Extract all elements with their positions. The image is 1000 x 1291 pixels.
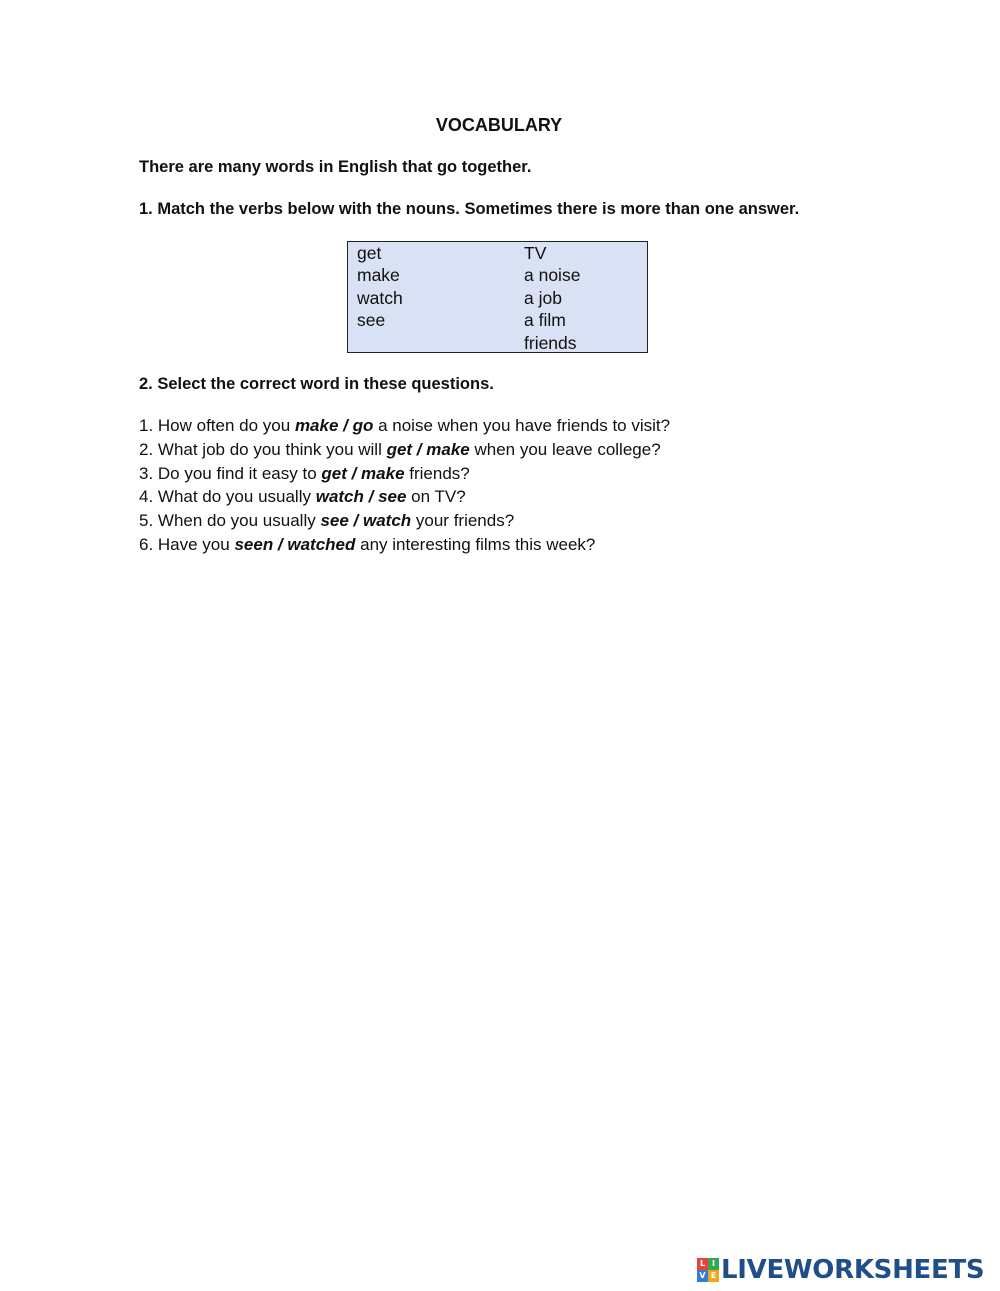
answer-options[interactable]: see / watch	[320, 511, 412, 531]
answer-options[interactable]: make / go	[294, 416, 374, 435]
verbs-column	[357, 242, 403, 332]
intro-text: There are many words in English that go together.	[139, 158, 532, 176]
verb-item: get	[357, 243, 382, 263]
question-item	[139, 462, 670, 486]
answer-options[interactable]: get / make	[386, 439, 470, 459]
noun-item: friends	[524, 332, 577, 353]
nouns-column	[524, 242, 580, 354]
logo-text: LIVEWORKSHEETS	[721, 1255, 985, 1285]
noun-item: TV	[524, 243, 547, 263]
question-text: on TV?	[406, 487, 466, 507]
logo-letter: V	[697, 1270, 708, 1282]
question-text: any interesting films this week?	[355, 534, 596, 554]
verb-item: see	[357, 310, 386, 331]
page-title: VOCABULARY	[435, 115, 563, 135]
logo-letter: E	[708, 1270, 719, 1282]
noun-item: a noise	[524, 265, 581, 286]
word-box	[347, 241, 648, 353]
question-text: 1. How often do you	[139, 416, 295, 435]
section2-heading: 2. Select the correct word in these questions.	[139, 375, 494, 393]
question-item	[139, 414, 670, 438]
noun-item: a job	[524, 287, 562, 308]
logo-letter: L	[697, 1258, 708, 1270]
question-item	[139, 533, 670, 557]
logo-mark-icon	[697, 1258, 719, 1282]
answer-options[interactable]: watch / see	[315, 487, 407, 507]
question-text: a noise when you have friends to visit?	[373, 416, 671, 435]
verb-item: watch	[357, 287, 403, 308]
question-item	[139, 485, 670, 509]
question-text: friends?	[404, 463, 470, 483]
question-text: 6. Have you	[139, 534, 235, 554]
question-item	[139, 438, 670, 462]
question-list	[139, 414, 670, 557]
section1-heading: 1. Match the verbs below with the nouns. Sometimes there is more than one answer.	[139, 200, 800, 218]
question-text: 3. Do you find it easy to	[139, 463, 322, 483]
question-text: when you leave college?	[469, 439, 661, 459]
question-text: your friends?	[411, 511, 515, 531]
answer-options[interactable]: get / make	[321, 463, 405, 483]
liveworksheets-logo	[697, 1257, 984, 1283]
question-text: 4. What do you usually	[139, 487, 316, 507]
answer-options[interactable]: seen / watched	[234, 534, 356, 554]
question-item	[139, 509, 670, 533]
logo-letter: I	[708, 1258, 719, 1270]
verb-item: make	[357, 265, 400, 286]
question-text: 2. What job do you think you will	[139, 439, 387, 459]
noun-item: a film	[524, 310, 566, 331]
question-text: 5. When do you usually	[139, 511, 321, 531]
